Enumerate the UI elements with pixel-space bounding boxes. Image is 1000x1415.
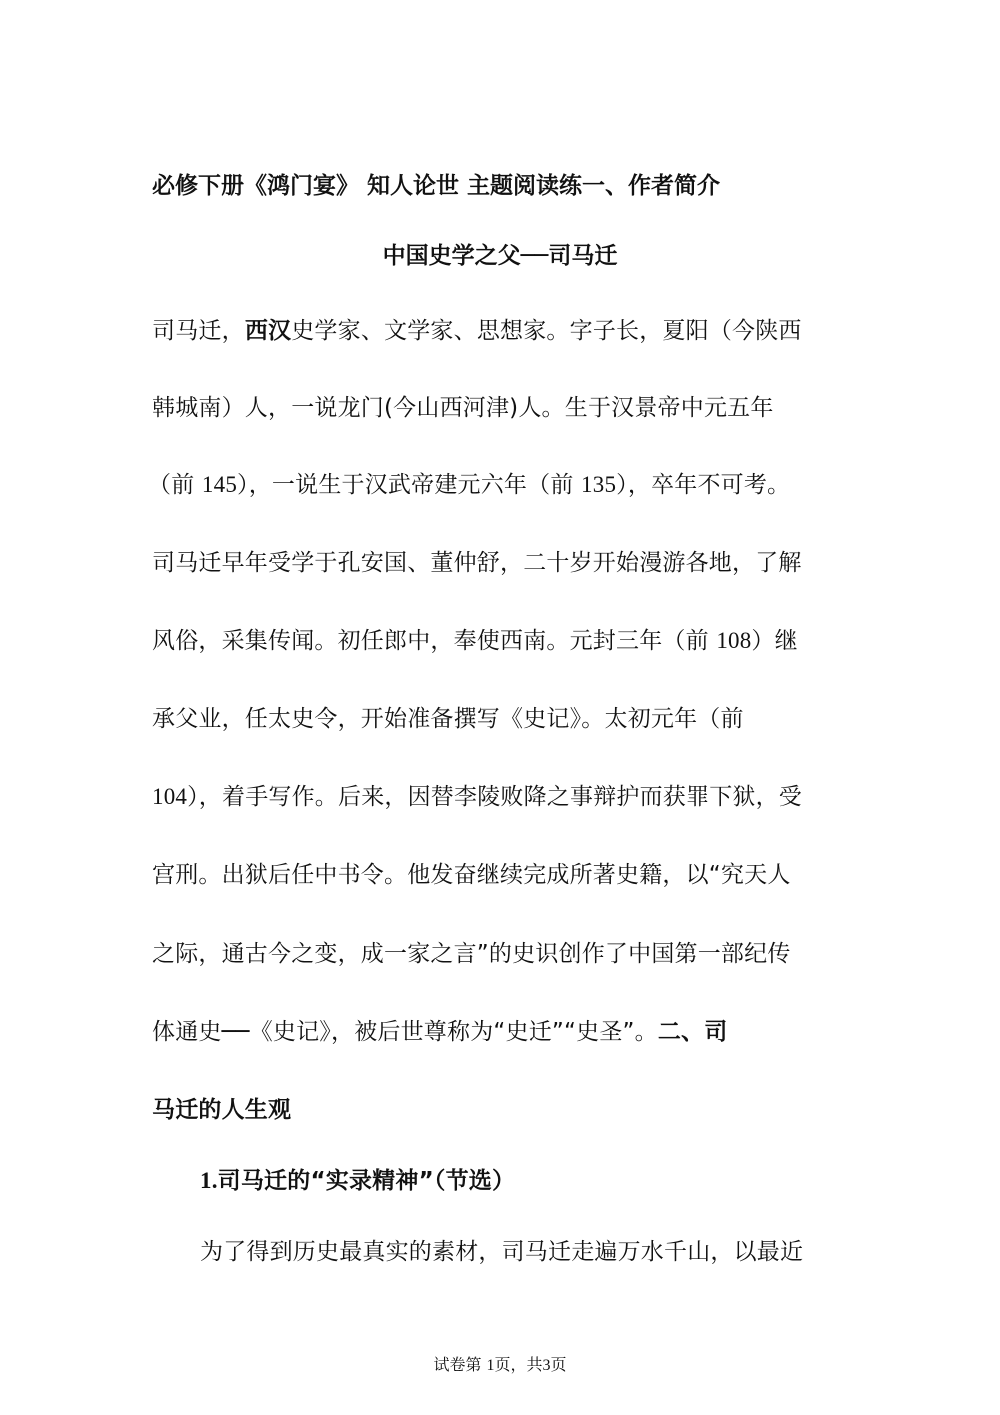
paragraph-line: 司马迁早年受学于孔安国、董仲舒，二十岁开始漫游各地，了解: [152, 550, 802, 576]
paragraph-line: 承父业，任太史令，开始准备撰写《史记》。太初元年（前: [152, 706, 744, 732]
text-run: 史学家、文学家、思想家。字子长，夏阳（今陕西: [291, 318, 802, 344]
number-run: 104: [152, 784, 188, 809]
paragraph-line: [152, 782, 802, 812]
page-number: 1: [486, 1357, 495, 1374]
paragraph-line: 之际，通古今之变，成一家之言”的史识创作了中国第一部纪传: [152, 941, 791, 967]
paragraph-line: [152, 1017, 727, 1047]
paragraph-line: 宫刑。出狱后任中书令。他发奋继续完成所著史籍，以“究天人: [152, 862, 791, 888]
number-run: 108: [716, 628, 752, 653]
text-run: ），一说生于汉武帝建元六年（前: [237, 472, 582, 498]
footer-text: 页，共: [494, 1355, 543, 1374]
paragraph-line: [152, 626, 798, 656]
paragraph-line: 韩城南）人，一说龙门(今山西河津)人。生于汉景帝中元五年: [152, 395, 774, 421]
subsection-heading: [200, 1166, 515, 1196]
text-run: （前: [148, 472, 202, 498]
footer-text: 页: [550, 1355, 567, 1374]
heading-text: 司马迁的“实录精神”（节选）: [217, 1168, 516, 1194]
document-subtitle: 中国史学之父──司马迁: [382, 243, 618, 269]
paragraph-line: 为了得到历史最真实的素材，司马迁走遍万水千山，以最近: [200, 1239, 804, 1265]
section-heading-start: 二、司: [657, 1019, 728, 1045]
text-run: 风俗，采集传闻。初任郎中，奉使西南。元封三年（前: [152, 628, 717, 654]
heading-number: 1.: [200, 1168, 218, 1193]
paragraph-line: [148, 470, 790, 500]
paragraph-line: [152, 316, 802, 346]
number-run: 135: [581, 472, 617, 497]
document-title: 必修下册《鸿门宴》 知人论世 主题阅读练一、作者简介: [152, 173, 721, 199]
text-run: ）继: [751, 628, 798, 654]
text-run: ），卒年不可考。: [616, 472, 791, 498]
bold-text-run: 西汉: [244, 318, 292, 344]
page-total: 3: [542, 1357, 551, 1374]
page-footer: [0, 1355, 1000, 1376]
text-run: 体通史──《史记》，被后世尊称为“史迁”“史圣”。: [152, 1019, 658, 1045]
footer-text: 试卷第: [433, 1355, 487, 1374]
section-heading-end: 马迁的人生观: [152, 1097, 292, 1123]
text-run: ），着手写作。后来，因替李陵败降之事辩护而获罪下狱，受: [187, 784, 803, 810]
text-run: 司马迁，: [152, 318, 245, 344]
number-run: 145: [201, 472, 238, 497]
